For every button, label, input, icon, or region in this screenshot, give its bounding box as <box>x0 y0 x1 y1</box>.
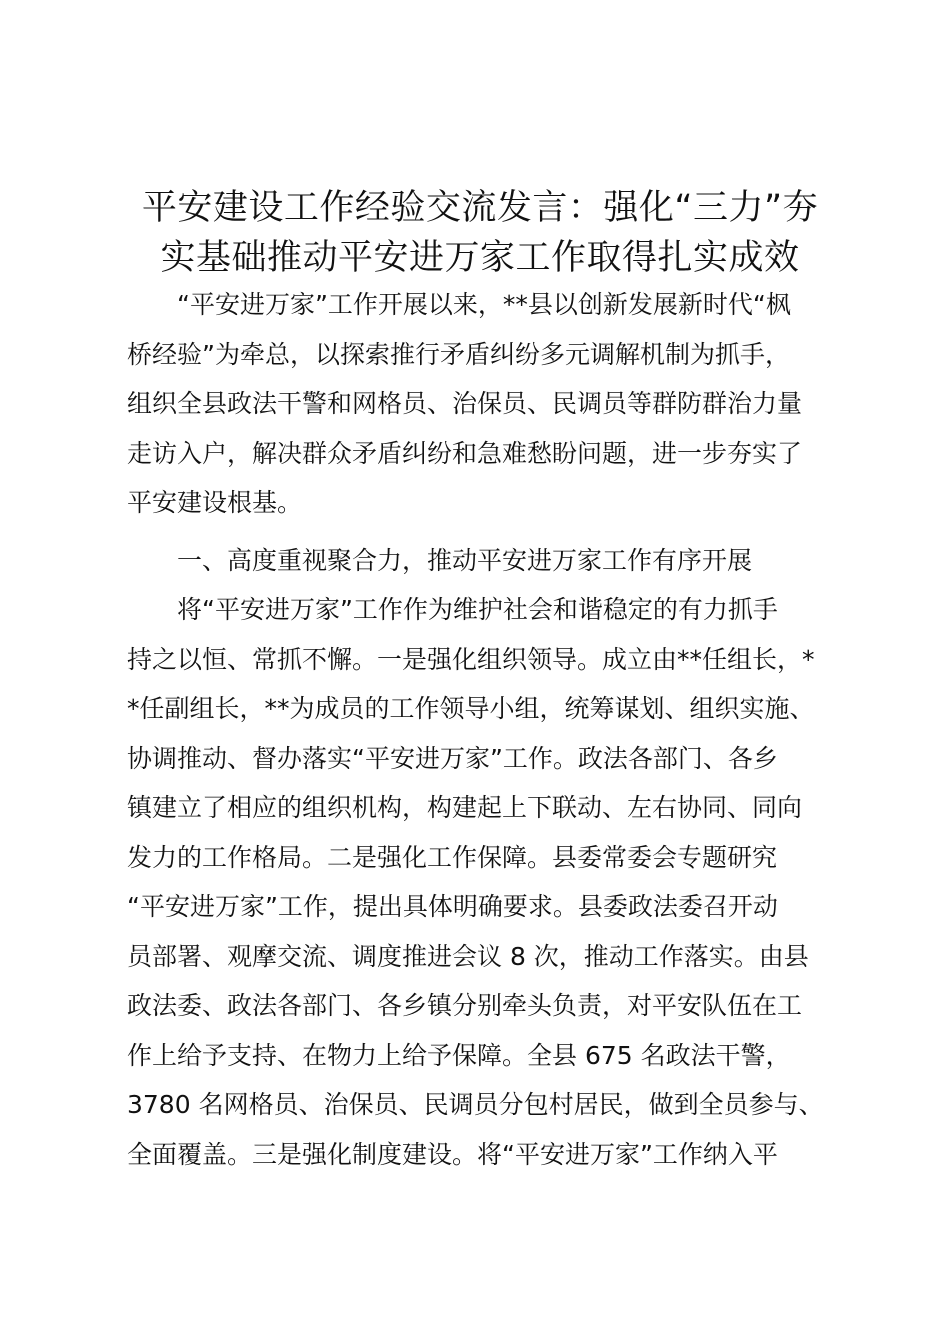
paragraph-line: 持之以恒、常抓不懈。一是强化组织领导。成立由**任组长，* <box>127 644 815 674</box>
paragraph-line: 镇建立了相应的组织机构，构建起上下联动、左右协同、同向 <box>127 793 803 822</box>
paragraph-line: “平安进万家”工作，提出具体明确要求。县委政法委召开动 <box>127 892 778 921</box>
paragraph-line: 将“平安进万家”工作作为维护社会和谐稳定的有力抓手 <box>127 595 778 624</box>
paragraph-line: 组织全县政法干警和网格员、治保员、民调员等群防群治力量 <box>127 389 803 418</box>
paragraph-line: 平安建设根基。 <box>127 488 303 517</box>
paragraph-line: 员部署、观摩交流、调度推进会议 8 次，推动工作落实。由县 <box>127 941 809 971</box>
title-line: 平安建设工作经验交流发言：强化“三力”夯 <box>141 188 819 228</box>
paragraph-line: 全面覆盖。三是强化制度建设。将“平安进万家”工作纳入平 <box>127 1139 778 1169</box>
title-line: 实基础推动平安进万家工作取得扎实成效 <box>160 238 800 278</box>
paragraph-line: *任副组长，**为成员的工作领导小组，统筹谋划、组织实施、 <box>127 694 815 723</box>
section1-paragraph <box>127 585 867 1179</box>
paragraph-line: “平安进万家”工作开展以来，**县以创新发展新时代“枫 <box>127 290 791 319</box>
paragraph-line: 3780 名网格员、治保员、民调员分包村居民，做到全员参与、 <box>127 1090 824 1119</box>
paragraph-line: 政法委、政法各部门、各乡镇分别牵头负责，对平安队伍在工 <box>127 991 803 1020</box>
document-title <box>110 183 850 283</box>
intro-paragraph <box>127 280 867 528</box>
paragraph-line: 协调推动、督办落实“平安进万家”工作。政法各部门、各乡 <box>127 743 778 773</box>
paragraph-line: 作上给予支持、在物力上给予保障。全县 675 名政法干警， <box>127 1040 791 1070</box>
paragraph-line: 发力的工作格局。二是强化工作保障。县委常委会专题研究 <box>127 842 778 872</box>
document-body <box>127 280 867 1179</box>
paragraph-line: 走访入户，解决群众矛盾纠纷和急难愁盼问题，进一步夯实了 <box>127 438 803 468</box>
section-heading-text: 一、高度重视聚合力，推动平安进万家工作有序开展 <box>127 545 753 575</box>
section-heading <box>127 536 867 586</box>
paragraph-line: 桥经验”为牵总，以探索推行矛盾纠纷多元调解机制为抓手， <box>127 339 790 369</box>
